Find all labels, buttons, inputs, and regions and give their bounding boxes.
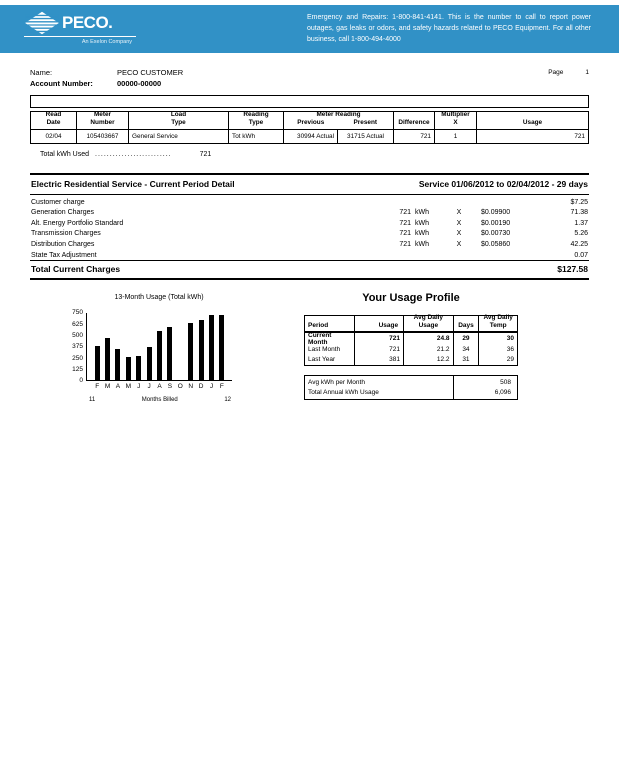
total-kwh-value: 721 [199, 150, 212, 158]
charge-amount: $7.25 [570, 198, 588, 206]
meter-reading-row [31, 130, 588, 143]
y-tick-label: 625 [72, 320, 83, 328]
usage-profile-title: Your Usage Profile [362, 292, 460, 305]
usage-bar [157, 331, 162, 380]
meter-number-value: 105403667 [77, 130, 129, 143]
usage-value: 721 [574, 132, 585, 140]
bar-slot [206, 315, 216, 380]
avg-daily-usage-value: 24.8 [404, 333, 454, 344]
months-billed-label: Months Billed [141, 397, 178, 404]
usage-bar [167, 327, 172, 381]
year-start-label: 11 [89, 397, 96, 404]
usage-bar [105, 338, 110, 381]
total-kwh-label: Total kWh Used [40, 150, 90, 158]
multiplier-value: 1 [435, 130, 477, 143]
usage-value: 721 [355, 333, 405, 344]
charges-section-title: Electric Residential Service - Current Period Detail [31, 178, 235, 189]
charge-multiply-sign: X [456, 240, 462, 248]
reading-type-value: Tot kWh [229, 130, 284, 143]
charge-usage: 721 [399, 209, 411, 217]
col-avg-daily-usage: Avg Daily Usage [404, 316, 454, 331]
peco-diamond-icon [24, 11, 60, 35]
charge-row [30, 229, 589, 240]
col-meter-reading: Meter Reading Previous Present [284, 112, 394, 129]
y-tick-label: 0 [79, 377, 83, 385]
bar-slot [196, 320, 206, 380]
avg-kwh-per-month-value: 508 [500, 378, 511, 386]
col-usage: Usage [355, 316, 405, 331]
bar-slot [92, 346, 102, 381]
period-value: Current Month [305, 333, 355, 344]
x-tick-label: J [147, 383, 151, 391]
days-value: 31 [454, 354, 480, 365]
charge-amount: 71.38 [570, 209, 588, 217]
period-value: Last Year [305, 354, 355, 365]
charge-multiply-sign: X [456, 230, 462, 238]
page-label: Page [548, 69, 564, 76]
peco-logo [24, 11, 136, 45]
name-label: Name: [30, 68, 53, 77]
y-axis-labels [64, 309, 86, 385]
meter-table-header [31, 112, 588, 130]
y-tick-label: 750 [72, 309, 83, 317]
charge-label: Generation Charges [31, 209, 95, 217]
charge-label: State Tax Adjustment [31, 251, 97, 259]
account-block [30, 68, 589, 90]
charge-rate: $0.00190 [481, 219, 511, 227]
period-value: Last Month [305, 344, 355, 355]
avg-daily-usage-value: 12.2 [404, 354, 454, 365]
col-days: Days [454, 316, 480, 331]
spacer-box [30, 95, 589, 108]
x-axis-labels [87, 381, 254, 390]
col-previous: Previous [297, 119, 325, 127]
total-annual-kwh-value: 6,096 [494, 388, 511, 396]
bar-slot [165, 327, 175, 381]
x-tick-label: A [157, 383, 162, 391]
months-billed-row [87, 390, 233, 403]
col-present: Present [353, 119, 377, 127]
charge-row [30, 207, 589, 218]
total-annual-kwh-label: Total Annual kWh Usage [308, 388, 379, 396]
usage-value: 721 [355, 344, 405, 355]
year-end-label: 12 [224, 397, 231, 404]
bar-slot [113, 349, 123, 381]
usage-chart [64, 294, 254, 403]
charge-unit: kWh [415, 240, 429, 248]
charge-row [30, 218, 589, 229]
charge-amount: 42.25 [570, 240, 588, 248]
charge-label: Customer charge [31, 198, 85, 206]
charge-unit: kWh [415, 219, 429, 227]
charge-label: Alt. Energy Portfolio Standard [31, 219, 124, 227]
x-tick-label: A [115, 383, 121, 391]
col-usage: Usage [522, 119, 543, 127]
days-value: 29 [454, 333, 480, 344]
bar-slot [186, 323, 196, 380]
bar-slot [123, 357, 133, 381]
service-period: Service 01/06/2012 to 02/04/2012 - 29 days [418, 178, 588, 189]
usage-bar [209, 315, 214, 380]
usage-bar [95, 346, 100, 381]
bar-slot [144, 347, 154, 380]
usage-profile-table [304, 315, 518, 366]
charge-unit: kWh [415, 209, 429, 217]
brand-tagline: An Exelon Company [81, 39, 132, 45]
col-reading-type: Reading Type [229, 112, 284, 129]
logo-divider [24, 36, 136, 37]
avg-daily-usage-value: 21.2 [404, 344, 454, 355]
x-tick-label: F [219, 383, 224, 391]
account-number: 00000-00000 [117, 78, 162, 88]
total-kwh-line [40, 151, 589, 158]
header-band [0, 5, 619, 53]
bar-slot [217, 315, 227, 380]
charge-usage: 721 [399, 240, 411, 248]
charge-unit: kWh [415, 230, 429, 238]
section-bottom-rule [30, 278, 589, 280]
x-tick-label: O [177, 383, 183, 391]
chart-plot-area chart-bars [86, 313, 232, 381]
x-tick-label: F [95, 383, 100, 391]
previous-reading-value: 30994 Actual [284, 130, 338, 143]
charge-rate: $0.00730 [481, 230, 511, 238]
charge-row [30, 239, 589, 250]
avg-daily-temp-value: 29 [506, 356, 514, 364]
col-read-date: Read Date [31, 112, 77, 129]
col-multiplier: Multiplier X [435, 112, 477, 129]
usage-bar [115, 349, 120, 381]
x-tick-label: M [104, 383, 111, 391]
x-tick-label: J [209, 383, 214, 391]
y-tick-label: 375 [72, 343, 83, 351]
customer-name: PECO CUSTOMER [117, 68, 184, 77]
total-current-charges-amount: $127.58 [557, 264, 588, 275]
usage-profile-row [305, 344, 517, 355]
read-date-value: 02/04 [31, 130, 77, 143]
page-number: 1 [585, 69, 589, 76]
charge-usage: 721 [399, 219, 411, 227]
col-period: Period [305, 316, 355, 331]
usage-bar [219, 315, 224, 380]
usage-profile-row [305, 354, 517, 365]
bar-slot [134, 356, 144, 381]
usage-value: 381 [355, 354, 405, 365]
usage-summary-box [304, 375, 518, 401]
col-avg-daily-temp: Avg Daily Temp [483, 313, 513, 329]
difference-value: 721 [394, 130, 435, 143]
total-current-charges-label: Total Current Charges [31, 264, 121, 275]
usage-bar [199, 320, 204, 380]
usage-bar [188, 323, 193, 380]
col-load-type: Load Type [129, 112, 229, 129]
dot-leader: .......................... [95, 150, 172, 158]
avg-kwh-per-month-label: Avg kWh per Month [308, 378, 365, 386]
usage-bar [126, 357, 131, 381]
charge-multiply-sign: X [456, 209, 462, 217]
load-type-value: General Service [129, 130, 229, 143]
charge-label: Transmission Charges [31, 230, 101, 238]
y-tick-label: 500 [72, 331, 83, 339]
charge-label: Distribution Charges [31, 240, 95, 248]
charge-amount: 1.37 [574, 219, 588, 227]
charge-row [30, 250, 589, 261]
usage-bar [136, 356, 141, 381]
col-difference: Difference [394, 112, 435, 129]
charge-usage: 721 [399, 230, 411, 238]
days-value: 34 [454, 344, 480, 355]
x-tick-label: N [188, 383, 194, 391]
charge-row [30, 197, 589, 208]
meter-table [30, 111, 589, 144]
charge-rate: $0.09900 [481, 209, 511, 217]
avg-daily-temp-value: 30 [506, 335, 514, 343]
usage-profile-row [305, 333, 517, 344]
col-meter-number: Meter Number [77, 112, 129, 129]
avg-daily-temp-value: 36 [506, 345, 514, 353]
charge-amount: 5.26 [574, 230, 588, 238]
charges-section [30, 173, 589, 281]
bar-slot [102, 338, 112, 381]
usage-profile [304, 294, 518, 403]
x-tick-label: M [125, 383, 132, 391]
usage-bar [147, 347, 152, 380]
x-tick-label: D [198, 383, 204, 391]
bottom-section [64, 294, 589, 403]
y-tick-label: 125 [72, 365, 83, 373]
y-tick-label: 250 [72, 354, 83, 362]
charge-multiply-sign: X [456, 219, 462, 227]
x-tick-label: S [167, 383, 173, 391]
emergency-info-text: Emergency and Repairs: 1-800-841-4141. This is the number to call to report power outages, gas leaks or odors, and safety hazards related to PECO Equipment. For all other business, call 1-800-494-4000 [307, 14, 591, 43]
x-tick-label: J [137, 383, 141, 391]
bar-slot [154, 331, 164, 380]
charge-rate: $0.05860 [481, 240, 511, 248]
present-reading-value: 31715 Actual [338, 130, 394, 143]
charge-amount: 0.07 [574, 251, 588, 259]
chart-title: 13-Month Usage (Total kWh) [114, 294, 204, 302]
brand-name: PECO. [62, 13, 113, 32]
account-number-label: Account Number: [30, 78, 93, 88]
